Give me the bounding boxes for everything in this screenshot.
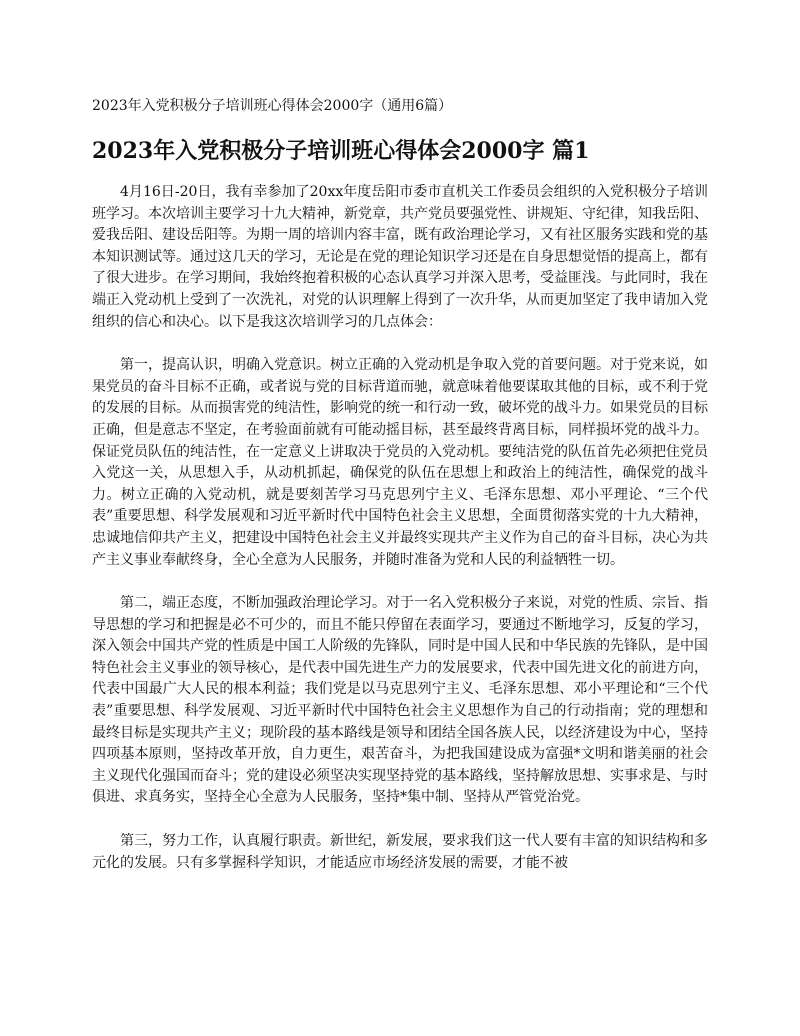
- paragraph-first-point: 第一，提高认识，明确入党意识。树立正确的入党动机是争取入党的首要问题。对于党来说，如果党员的奋斗目标不正确，或者说与党的目标背道而驰，就意味着他要谋取其他的目标，或不利于党的发展的目标。从而损害党的纯洁性，影响党的统一和行动一致，破坏党的战斗力。如果党员的目标正确，但是意志不坚定，在考验面前就有可能动摇目标，甚至最终背离目标，同样损坏党的战斗力。保证党员队伍的纯洁性，在一定意义上讲取决于党员的入党动机。要纯洁党的队伍首先必须把住党员入党这一关，从思想入手，从动机抓起，确保党的队伍在思想上和政治上的纯洁性，确保党的战斗力。树立正确的入党动机，就是要刻苦学习马克思列宁主义、毛泽东思想、邓小平理论、“三个代表”重要思想、科学发展观和习近平新时代中国特色社会主义思想，全面贯彻落实党的十九大精神，忠诚地信仰共产主义，把建设中国特色社会主义并最终实现共产主义作为自己的奋斗目标，决心为共产主义事业奉献终身，全心全意为人民服务，并随时准备为党和人民的利益牺牲一切。: [92, 357, 708, 568]
- paragraph-second-point: 第二，端正态度，不断加强政治理论学习。对于一名入党积极分子来说，对党的性质、宗旨、指导思想的学习和把握是必不可少的，而且不能只停留在表面学习，要通过不断地学习，反复的学习，深入领会中国共产党的性质是中国工人阶级的先锋队，同时是中国人民和中华民族的先锋队，是中国特色社会主义事业的领导核心，是代表中国先进生产力的发展要求，代表中国先进文化的前进方向，代表中国最广大人民的根本利益；我们党是以马克思列宁主义、毛泽东思想、邓小平理论和“三个代表”重要思想、科学发展观、习近平新时代中国特色社会主义思想作为自己的行动指南；党的理想和最终目标是实现共产主义；现阶段的基本路线是领导和团结全国各族人民，以经济建设为中心，坚持四项基本原则，坚持改革开放，自力更生，艰苦奋斗，为把我国建设成为富强*文明和谐美丽的社会主义现代化强国而奋斗；党的建设必须坚决实现坚持党的基本路线，坚持解放思想、实事求是、与时俱进、求真务实，坚持全心全意为人民服务，坚持*集中制、坚持从严管党治党。: [92, 595, 708, 806]
- section-heading: 2023年入党积极分子培训班心得体会2000字 篇1: [92, 138, 590, 164]
- document-body: [92, 182, 708, 896]
- paragraph-intro: 4月16日-20日，我有幸参加了20xx年度岳阳市委市直机关工作委员会组织的入党积极分子培训班学习。本次培训主要学习十九大精神，新党章，共产党员要强党性、讲规矩、守纪律，知我岳阳、爱我岳阳、建设岳阳等。为期一周的培训内容丰富，既有政治理论学习，又有社区服务实践和党的基本知识测试等。通过这几天的学习，无论是在党的理论知识学习还是在自身思想觉悟的提高上，都有了很大进步。在学习期间，我始终抱着积极的心态认真学习并深入思考，受益匪浅。与此同时，我在端正入党动机上受到了一次洗礼，对党的认识理解上得到了一次升华，从而更加坚定了我申请加入党组织的信心和决心。以下是我这次培训学习的几点体会：: [92, 184, 708, 330]
- document-title: 2023年入党积极分子培训班心得体会2000字（通用6篇）: [92, 98, 453, 114]
- paragraph-third-point: 第三，努力工作，认真履行职责。新世纪，新发展，要求我们这一代人要有丰富的知识结构和多元化的发展。只有多掌握科学知识，才能适应市场经济发展的需要，才能不被: [92, 833, 708, 871]
